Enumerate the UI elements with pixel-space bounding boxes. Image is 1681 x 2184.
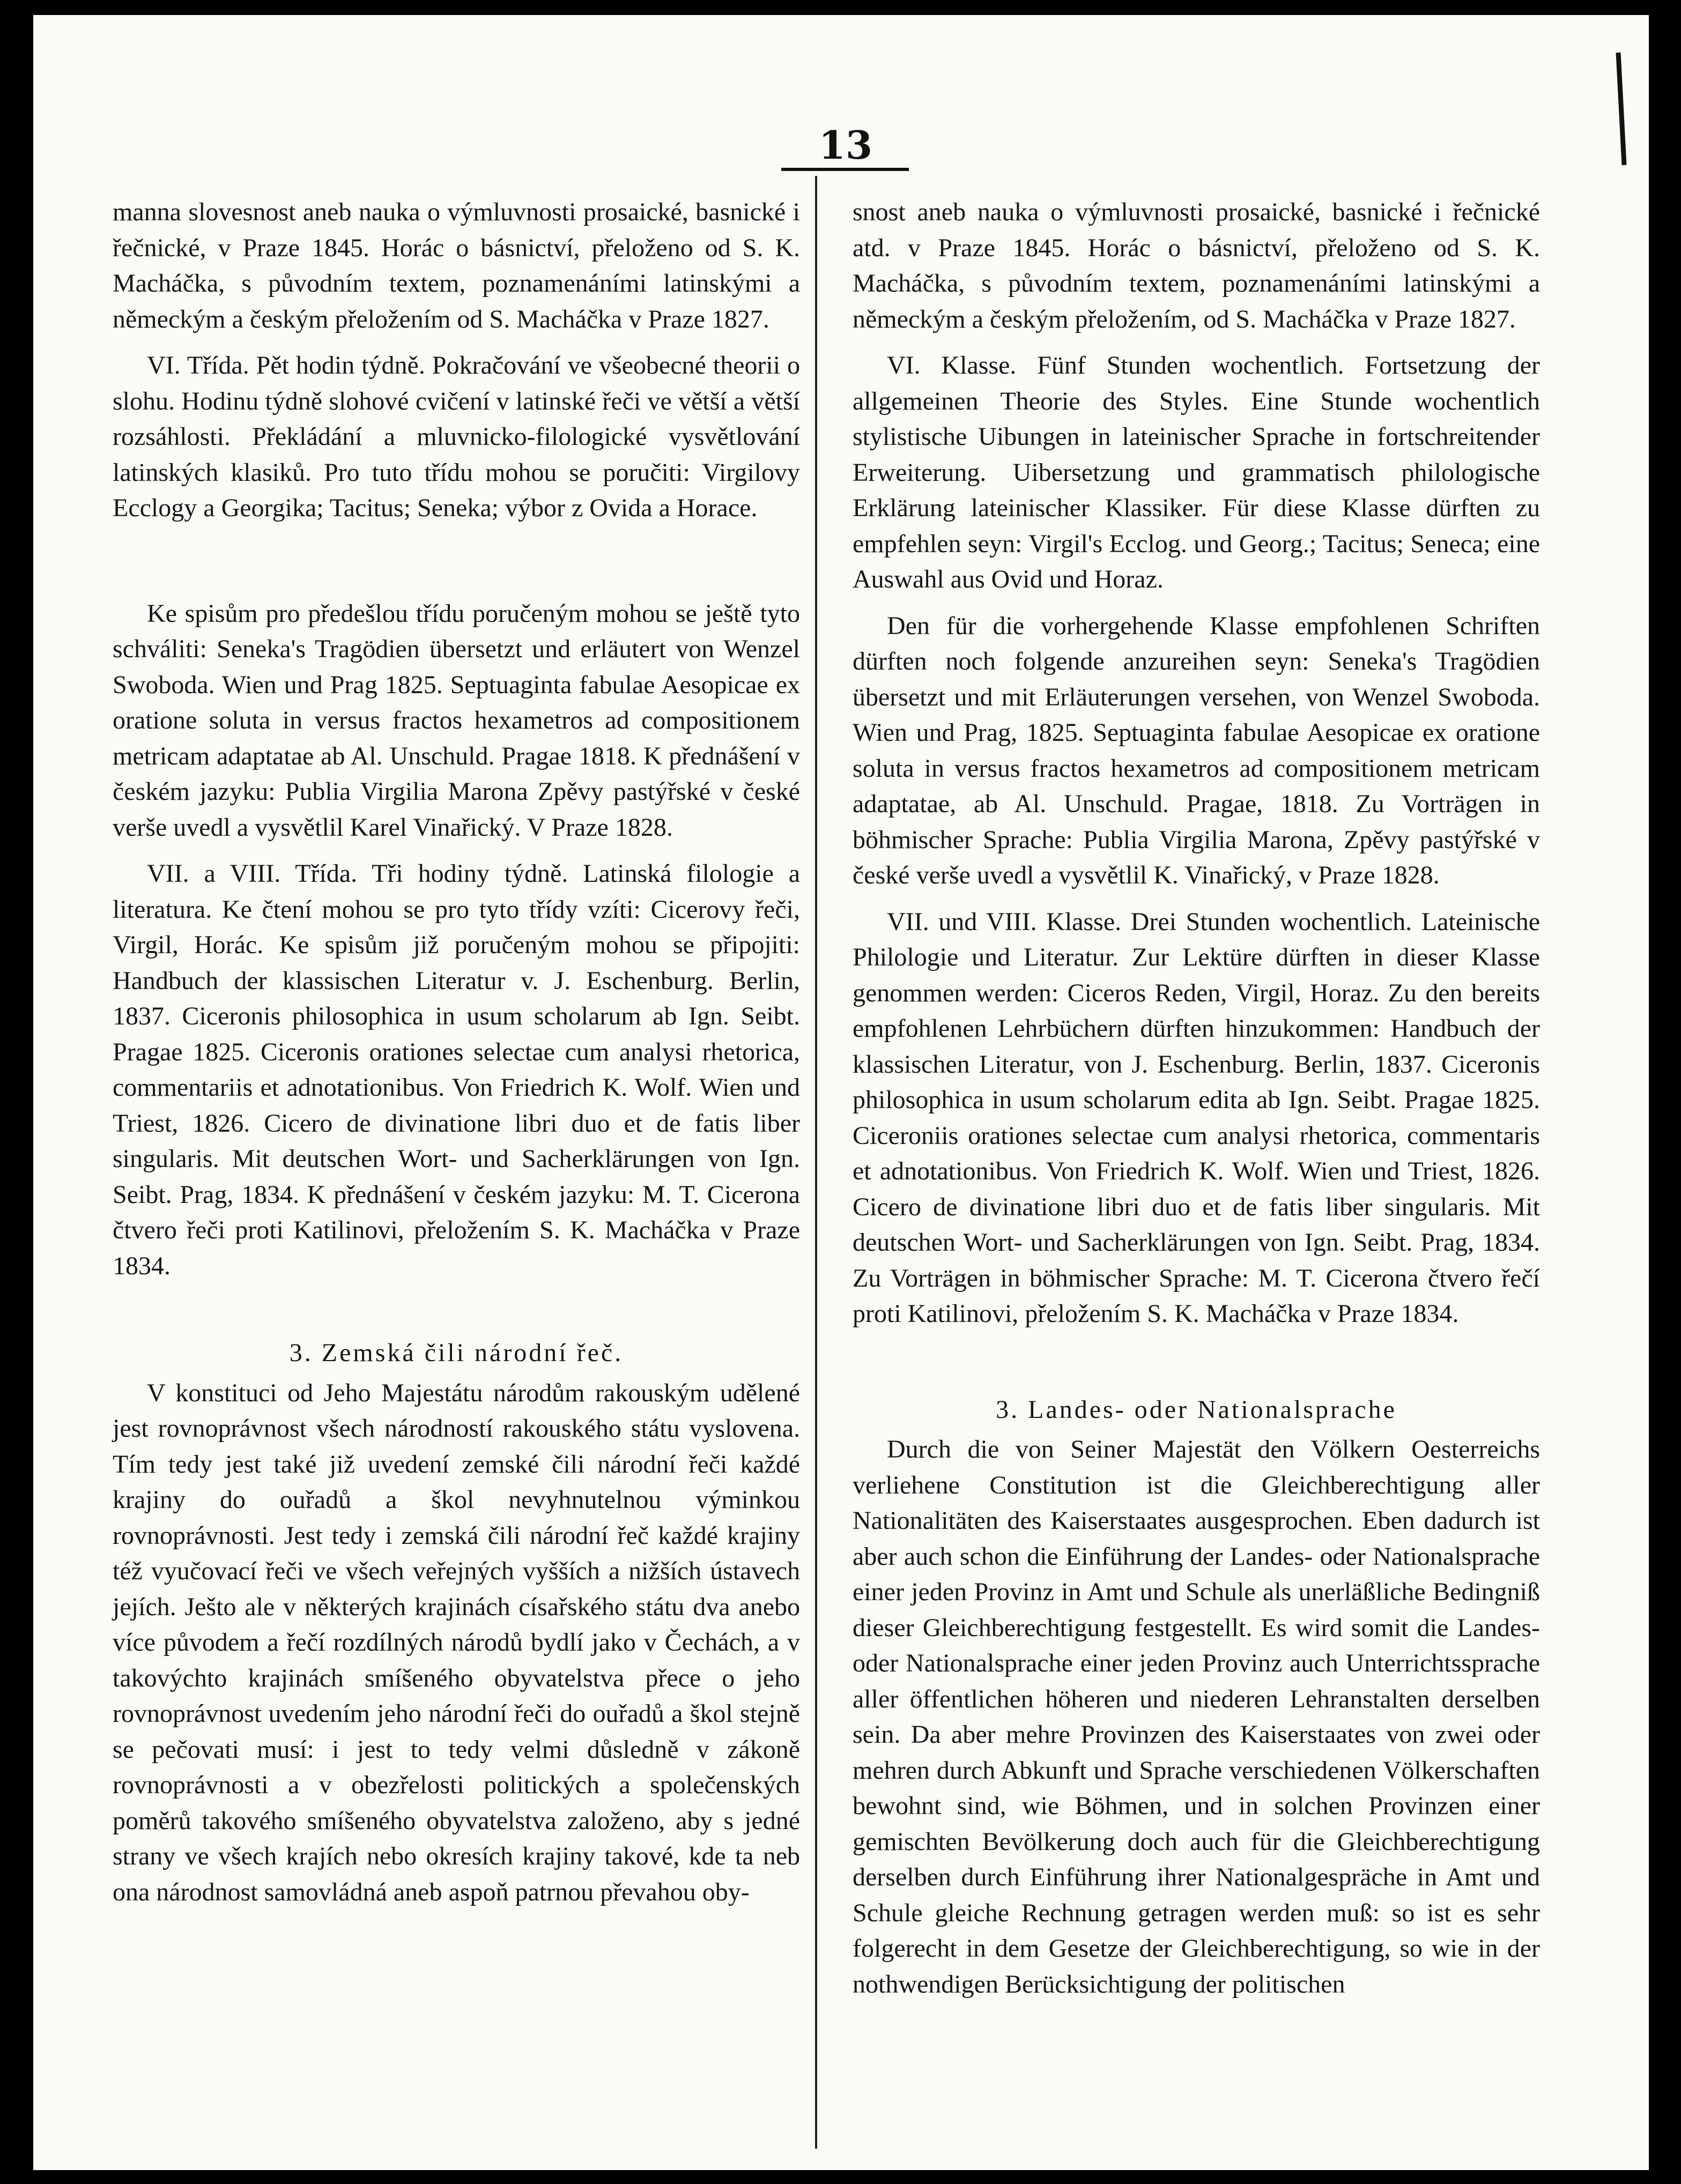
right-paragraph-4: VII. und VIII. Klasse. Drei Stunden wochentlich. Lateinische Philologie und Literatur. Zur Lektüre dürften in dieser Klasse genommen werden: Ciceros Reden, Virgil, Horaz. Zu den bereits empfohlenen Lehrbüchern dürften hinzukommen: Handbuch der klassischen Literatur, von J. Eschenburg. Berlin, 1837. Ciceronis philosophica in usum scholarum edita ab Ign. Seibt. Pragae 1825. Ciceroniis orationes selectae cum analysi rhetorica, commentaris et adnotationibus. Von Friedrich K. Wolf. Wien und Triest, 1826. Cicero de divinatione libri duo et de fatis liber singularis. Mit deutschen Wort- und Sacherklärungen von Ign. Seibt. Prag, 1834. Zu Vorträgen in böhmischer Sprache: M. T. Cicerona čtvero řečí proti Katilinovi, přeložením S. K. Macháčka v Praze 1834. — [853, 907, 1540, 1328]
document-page — [33, 15, 1649, 2170]
page-number: 13 — [818, 122, 873, 168]
left-paragraph-5: V konstituci od Jeho Majestátu národům rakouským udělené jest rovnoprávnost všech národností rakouského státu vyslovena. Tím tedy jest také již uvedení zemské čili národní řeči každé krajiny do ouřadů a škol nevyhnutelnou výminkou rovnoprávnosti. Jest tedy i zemská čili národní řeč každé krajiny též vyučovací řeči ve všech veřejných vyšších a nižších ústavech jejích. Ješto ale v některých krajinách císařského státu dva anebo více původem a řečí rozdílných národů bydlí jako v Čechách, a v takovýchto krajinách smíšeného obyvatelstva přece o jeho rovnoprávnost uvedením jeho národní řeči do ouřadů a škol stejně se pečovati musí: i jest to tedy velmi důsledně v zákoně rovnoprávnosti a v obezřelosti politických a společenských poměrů takového smíšeného obyvatelstva založeno, aby s jedné strany ve všech krajích nebo okresích krajiny takové, kde ta neb ona národnost samovládná aneb aspoň patrnou převahou oby- — [113, 1378, 800, 1906]
left-paragraph-2: VI. Třída. Pět hodin týdně. Pokračování ve všeobecné theorii o slohu. Hodinu týdně slohové cvičení v latinské řeči ve větší a větší rozsáhlosti. Překládání a mluvnicko-filologické vysvětlování latinských klasiků. Pro tuto třídu mohou se poručiti: Virgilovy Ecclogy a Georgika; Tacitus; Seneka; výbor z Ovida a Horace. — [113, 351, 800, 522]
scan-edge-mark — [1616, 53, 1627, 165]
left-section-heading: 3. Zemská čili národní řeč. — [289, 1339, 624, 1367]
left-paragraph-4: VII. a VIII. Třída. Tři hodiny týdně. Latinská filologie a literatura. Ke čtení mohou se pro tyto třídy vzíti: Cicerovy řeči, Virgil, Horác. Ke spisům již poručeným mohou se připojiti: Handbuch der klassischen Literatur v. J. Eschenburg. Berlin, 1837. Ciceronis philosophica in usum scholarum ab Ign. Seibt. Pragae 1825. Ciceronis orationes selectae cum analysi rhetorica, commentariis et adnotationibus. Von Friedrich K. Wolf. Wien und Triest, 1826. Cicero de divinatione libri duo et de fatis liber singularis. Mit deutschen Wort- und Sacherklärungen von Ign. Seibt. Prag, 1834. K přednášení v českém jazyku: M. T. Cicerona čtvero řeči proti Katilinovi, přeložením S. K. Macháčka v Praze 1834. — [113, 859, 800, 1280]
right-section-heading: 3. Landes- oder Nationalsprache — [996, 1395, 1397, 1424]
column-divider — [815, 176, 817, 2149]
right-paragraph-5: Durch die von Seiner Majestät den Völkern Oesterreichs verliehene Constitution ist die Gleichberechtigung aller Nationalitäten des Kaiserstaates ausgesprochen. Eben dadurch ist aber auch schon die Einführung der Landes- oder Nationalsprache einer jeden Provinz in Amt und Schule als unerläßliche Bedingniß dieser Gleichberechtigung festgestellt. Es wird somit die Landes- oder Nationalsprache einer jeden Provinz auch Unterrichtssprache aller öffentlichen höheren und niederen Lehranstalten derselben sein. Da aber mehre Provinzen des Kaiserstaates von zwei oder mehren durch Abkunft und Sprache verschiedenen Völkerschaften bewohnt sind, wie Böhmen, und in solchen Provinzen einer gemischten Bevölkerung doch auch für die Gleichberechtigung derselben durch Einführung ihrer Nationalgespräche in Amt und Schule gleiche Rechnung getragen werden muß: so ist es sehr folgerecht in dem Gesetze der Gleichberechtigung, so wie in der nothwendigen Berücksichtigung der politischen — [853, 1435, 1540, 1999]
page-number-rule — [781, 168, 909, 171]
left-column-czech — [113, 195, 800, 1910]
right-paragraph-3: Den für die vorhergehende Klasse empfohlenen Schriften dürften noch folgende anzureihen seyn: Seneka's Tragödien übersetzt und mit Erläuterungen versehen, von Wenzel Swoboda. Wien und Prag, 1825. Septuaginta fabulae Aesopicae ex oratione soluta in versus fractos hexametros ad compositionem metricam adaptatae, ab Al. Unschuld. Pragae, 1818. Zu Vorträgen in böhmischer Sprache: Publia Virgilia Marona, Zpěvy pastýřské v české verše uvedl a vysvětlil K. Vinařický, v Praze 1828. — [853, 611, 1540, 889]
right-paragraph-1: snost aneb nauka o výmluvnosti prosaické, basnické i řečnické atd. v Praze 1845. Horác o básnictví, přeloženo od S. K. Macháčka, s původním textem, poznamenáními latinskými a německým a českým přeložením, od S. Macháčka v Praze 1827. — [853, 198, 1540, 333]
left-paragraph-1: manna slovesnost aneb nauka o výmluvnosti prosaické, basnické i řečnické, v Praze 1845. Horác o básnictví, přeloženo od S. K. Macháčka, s původním textem, poznamenáními latinskými a německým a českým přeložením od S. Macháčka v Praze 1827. — [113, 198, 800, 333]
right-paragraph-2: VI. Klasse. Fünf Stunden wochentlich. Fortsetzung der allgemeinen Theorie des Styles. Eine Stunde wochentlich stylistische Uibungen in lateinischer Sprache in fortschreitender Erweiterung. Uibersetzung und grammatisch philologische Erklärung lateinischer Klassiker. Für diese Klasse dürften zu empfehlen seyn: Virgil's Ecclog. und Georg.; Tacitus; Seneca; eine Auswahl aus Ovid und Horaz. — [853, 351, 1540, 593]
left-paragraph-3: Ke spisům pro předešlou třídu poručeným mohou se ještě tyto schváliti: Seneka's Tragödien übersetzt und erläutert von Wenzel Swoboda. Wien und Prag 1825. Septuaginta fabulae Aesopicae ex oratione soluta in versus fractos hexametros ad compositionem metricam adaptatae ab Al. Unschuld. Pragae 1818. K přednášení v českém jazyku: Publia Virgilia Marona Zpěvy pastýřské v české verše uvedl a vysvětlil Karel Vinařický. V Praze 1828. — [113, 599, 800, 842]
right-column-german — [853, 195, 1540, 2002]
